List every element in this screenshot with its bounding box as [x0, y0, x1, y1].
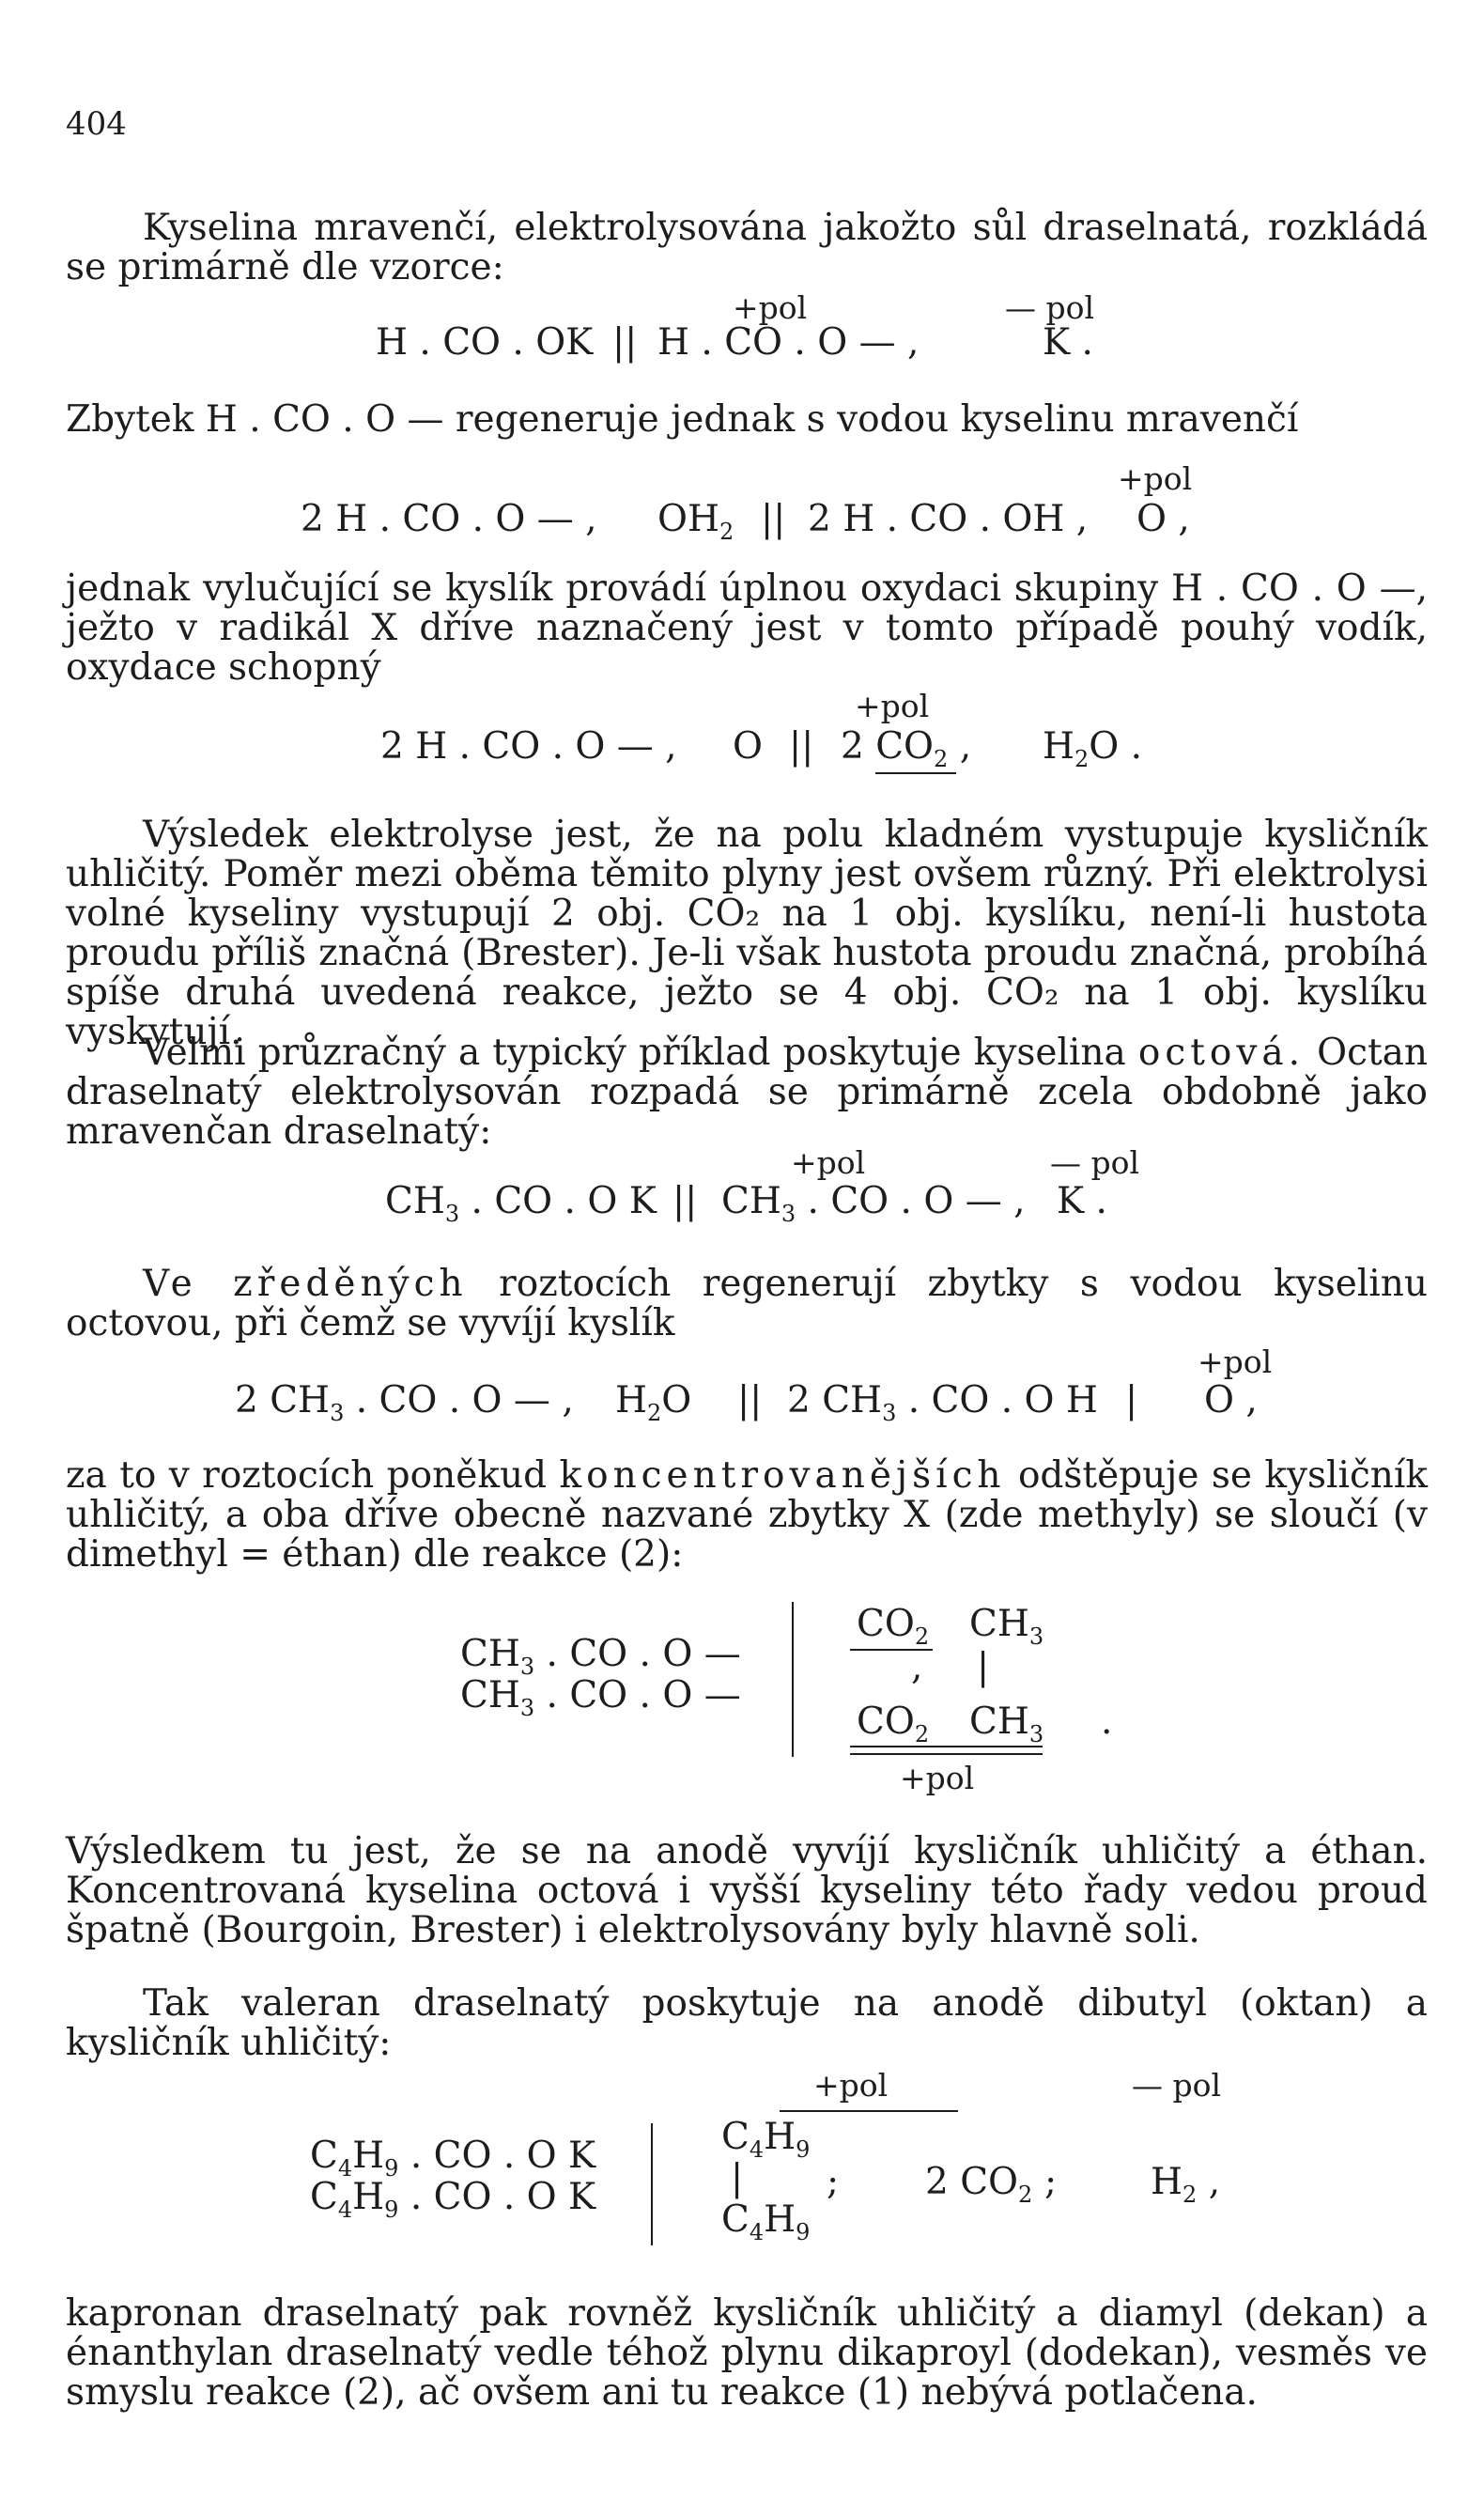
paragraph-acetic: Velmi průzračný a typický příklad poskytuje kyselina octová. Octan draselnatý elektrolysován rozpadá se primárně zcela obdobně jako mravenčan draselnatý:	[66, 1032, 1428, 1153]
brace-line	[850, 1746, 1043, 1747]
butyl-bottom: $C_4H_9$	[721, 2198, 811, 2245]
bond-bar: |	[731, 2157, 744, 2199]
minus-pol-label: — pol	[1050, 1144, 1140, 1181]
ch3-bottom: $CH_3$	[969, 1701, 1044, 1747]
paragraph-formic-acid: Kyselina mravenčí, elektrolysována jakožto sůl draselnatá, rozkládá se primárně dle vzorce:	[66, 207, 1428, 288]
bond-bar: |	[977, 1646, 990, 1688]
eq-term: $C_4H_9$ . CO . O K	[310, 2135, 596, 2182]
scheme-divider	[651, 2123, 653, 2245]
comma-mark: ,	[911, 1646, 923, 1688]
eq-term: 2 H . CO . O — ,	[301, 498, 597, 540]
scheme-divider	[792, 1602, 794, 1757]
minus-pol-label: — pol	[1005, 289, 1095, 326]
plus-pol-label: +pol	[791, 1144, 866, 1181]
plus-pol-label: +pol	[1118, 460, 1193, 497]
page-number: 404	[66, 105, 127, 143]
semicolon-mark: ;	[827, 2161, 840, 2203]
eq-separator: ||	[672, 1180, 698, 1222]
paragraph-caproate: kapronan draselnatý pak rovněž kysličník uhličitý a diamyl (dekan) a énanthylan draselnatý vedle téhož plynu dikaproyl (dodekan), vesměs ve smyslu reakce (2), ač ovšem ani tu reakce (1) nebývá potlačena.	[66, 2292, 1428, 2414]
eq-term: K .	[1043, 321, 1093, 364]
minus-pol-label: — pol	[1132, 2067, 1222, 2104]
eq-term: 2 $CH_3$ . CO . O — ,	[235, 1379, 574, 1426]
eq-term: 2 $CH_3$ . CO . O H	[787, 1379, 1098, 1426]
eq-term: $CH_3$ . CO . O —	[460, 1633, 741, 1680]
dot-mark: .	[1101, 1701, 1113, 1743]
paragraph-result: Výsledek elektrolyse jest, že na polu kladném vystupuje kysličník uhličitý. Poměr mezi oběma těmito plyny jest ovšem různý. Při elektrolysi volné kyseliny vystupují 2 obj. CO₂ na 1 obj. kyslíku, není-li hustota proudu příliš značná (Brester). Je-li však hustota proudu značná, probíhá spíše druhá uvedená reakce, ježto se 4 obj. CO₂ na 1 obj. kyslíku vyskytují.	[66, 814, 1428, 1053]
eq-term: O ,	[1136, 498, 1190, 540]
eq-term: O ,	[1204, 1379, 1258, 1421]
underline-mark	[875, 772, 956, 774]
eq-term: 2 H . CO . O — ,	[380, 725, 677, 768]
semicolon-mark: ;	[1044, 2161, 1058, 2203]
eq-term: 2 H . CO . OH ,	[808, 498, 1089, 540]
eq-separator: ||	[612, 321, 638, 364]
eq-separator: |	[1125, 1379, 1138, 1421]
paragraph-anode-result: Výsledkem tu jest, že se na anodě vyvíjí kysličník uhličitý a éthan. Koncentrovaná kyselina octová i vyšší kyseliny této řady vedou proud špatně (Bourgoin, Brester) i elektrolysovány byly hlavně soli.	[66, 1830, 1428, 1951]
eq-separator: ||	[761, 498, 786, 540]
paragraph-residue: Zbytek H . CO . O — regeneruje jednak s vodou kyselinu mravenčí	[66, 398, 1299, 441]
plus-pol-label: +pol	[900, 1760, 975, 1796]
eq-separator: ||	[737, 1379, 763, 1421]
brace-line	[850, 1753, 1043, 1755]
eq-separator: ||	[789, 725, 814, 768]
paragraph-valerate: Tak valeran draselnatý poskytuje na anodě dibutyl (oktan) a kysličník uhličitý:	[66, 1982, 1428, 2064]
plus-pol-label: +pol	[813, 2067, 889, 2104]
paragraph-oxidation: jednak vylučující se kyslík provádí úplnou oxydaci skupiny H . CO . O —, ježto v radikál X dříve naznačený jest v tomto případě pouhý vodík, oxydace schopný	[66, 567, 1428, 689]
eq-term: $CH_3$ . CO . O —	[460, 1674, 741, 1721]
eq-term: $CH_3$ . CO . O K	[385, 1180, 657, 1227]
paragraph-dilute: Ve zředěných roztocích regenerují zbytky s vodou kyselinu octovou, při čemž se vyvíjí kyslík	[66, 1263, 1428, 1344]
plus-pol-label: +pol	[1198, 1343, 1273, 1380]
ch3-top: $CH_3$	[969, 1603, 1044, 1650]
eq-term: $CH_3$ . CO . O — ,	[721, 1180, 1026, 1227]
eq-term: $C_4H_9$ . CO . O K	[310, 2176, 596, 2223]
eq-term: $H_2O$ .	[1043, 725, 1143, 772]
co2-bottom: $CO_2$	[857, 1701, 930, 1747]
eq-term: O	[733, 725, 763, 768]
co2-top: $CO_2$	[857, 1603, 930, 1650]
eq-term: H . CO . OK	[376, 321, 594, 364]
eq-term: $H_2O$	[615, 1379, 692, 1426]
paragraph-concentrated: za to v roztocích poněkud koncentrovanějších odštěpuje se kysličník uhličitý, a oba dříve obecně nazvané zbytky X (zde methyly) se sloučí (v dimethyl = éthan) dle reakce (2):	[66, 1454, 1429, 1576]
pol-line	[780, 2110, 958, 2112]
butyl-top: $C_4H_9$	[721, 2116, 811, 2163]
plus-pol-label: +pol	[733, 289, 808, 326]
eq-term: 2 $CO_2$ ,	[841, 725, 972, 772]
eq-term: H . CO . O — ,	[657, 321, 920, 364]
eq-term: $OH_2$	[657, 498, 734, 545]
eq-term: $H_2$ ,	[1151, 2161, 1221, 2208]
eq-term: K .	[1057, 1180, 1107, 1222]
eq-term: 2 $CO_2$	[925, 2161, 1033, 2208]
plus-pol-label: +pol	[855, 688, 930, 724]
